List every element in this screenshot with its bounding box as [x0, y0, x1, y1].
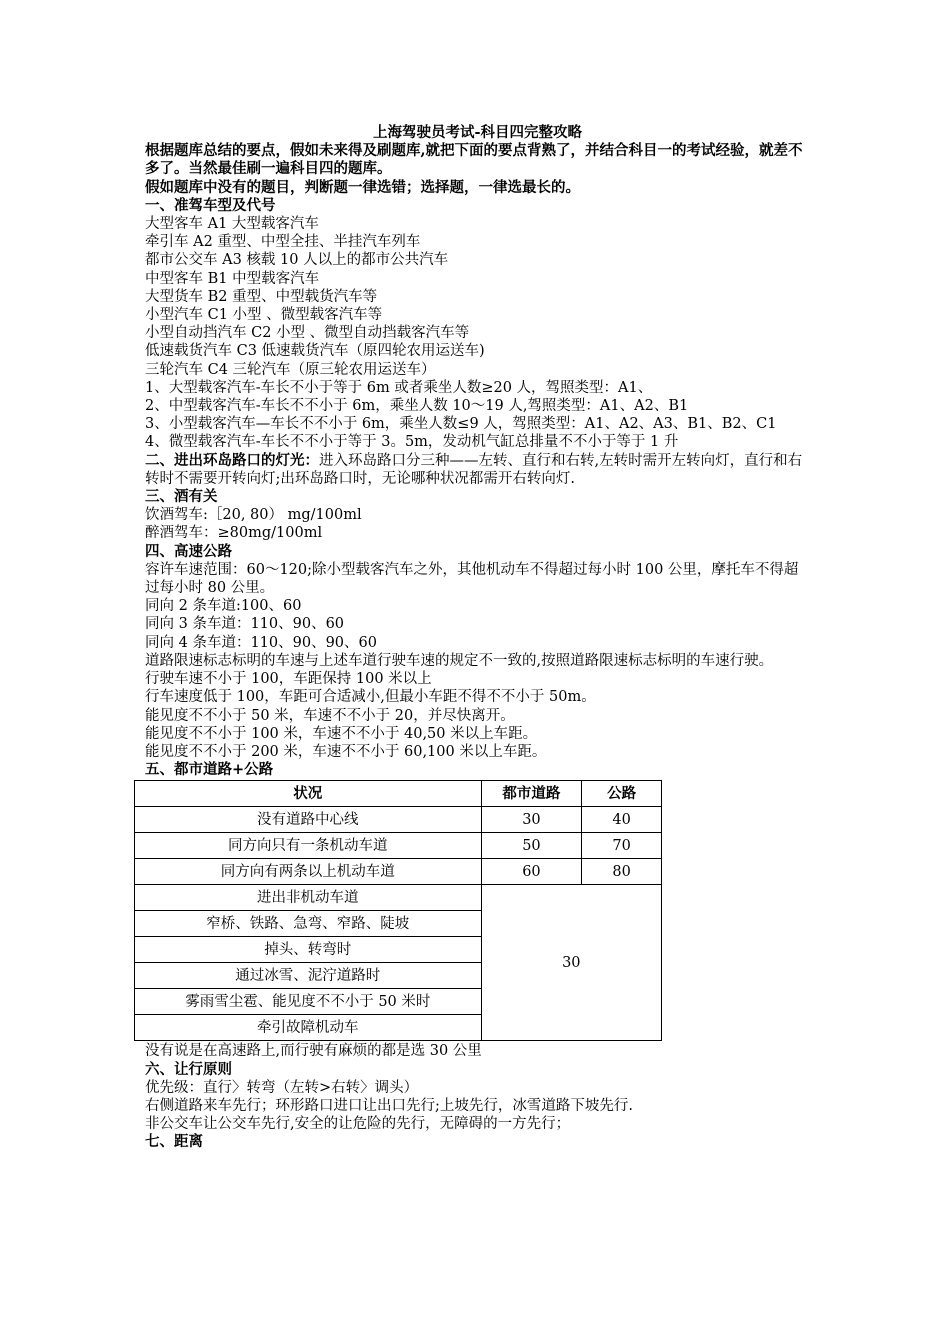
- s1-line: 中型客车 B1 中型载客汽车: [145, 270, 320, 287]
- s4-line: 行驶车速不小于 100，车距保持 100 米以上: [145, 671, 432, 688]
- s1-line: 3、小型载客汽车—车长不不小于 6m，乘坐人数≤9 人，驾照类型：A1、A2、A3、B1、B2、C1: [145, 416, 777, 433]
- table-row: [135, 833, 662, 859]
- s3-line: 醉酒驾车：≥80mg/100ml: [145, 525, 323, 542]
- section-4-heading: 四、高速公路: [145, 542, 232, 560]
- table-cell: 80: [582, 859, 662, 885]
- s4-line: 同向 3 条车道：110、90、60: [145, 616, 345, 633]
- table-cell: 窄桥、铁路、急弯、窄路、陡坡: [135, 911, 482, 937]
- s1-line: 4、微型载客汽车-车长不不小于等于 3。5m，发动机气缸总排量不不小于等于 1 升: [145, 434, 679, 451]
- page-title: 上海驾驶员考试-科目四完整攻略: [372, 124, 583, 141]
- section-3-heading: 三、酒有关: [145, 488, 218, 506]
- s1-line: 低速载货汽车 C3 低速载货汽车（原四轮农用运送车): [145, 343, 485, 360]
- s1-line: 牵引车 A2 重型、中型全挂、半挂汽车列车: [145, 234, 421, 251]
- table-row: [135, 885, 662, 911]
- table-cell: 40: [582, 807, 662, 833]
- table-cell: 通过冰雪、泥泞道路时: [135, 963, 482, 989]
- s1-line: 都市公交车 A3 核载 10 人以上的都市公共汽车: [145, 252, 449, 269]
- s1-line: 2、中型载客汽车-车长不不小于 6m，乘坐人数 10～19 人,驾照类型：A1、A2、B1: [145, 398, 689, 415]
- section-7-heading: 七、距离: [145, 1133, 203, 1151]
- s1-line: 小型汽车 C1 小型 、微型载客汽车等: [145, 307, 383, 324]
- table-cell: 牵引故障机动车: [135, 1015, 482, 1041]
- s3-line: 饮酒驾车:［20, 80） mg/100ml: [145, 507, 362, 524]
- document-page: [145, 124, 810, 1152]
- table-cell: 30: [481, 807, 582, 833]
- table-cell: 进出非机动车道: [135, 885, 482, 911]
- intro-paragraph-2: 假如题库中没有的题目，判断题一律选错；选择题，一律选最长的。: [145, 178, 580, 196]
- s4-line: 容许车速范围：60～120;除小型载客汽车之外，其他机动车不得超过每小时 100 公里，摩托车不得超过每小时 80 公里。: [145, 561, 799, 597]
- s4-line: 能见度不不小于 50 米，车速不不小于 20，并尽快离开。: [145, 707, 515, 724]
- table-cell: 掉头、转弯时: [135, 937, 482, 963]
- table-row: [135, 859, 662, 885]
- s4-line: 能见度不不小于 100 米，车速不不小于 40,50 米以上车距。: [145, 725, 538, 742]
- s6-line: 优先级：直行〉转弯（左转>右转〉调头）: [145, 1079, 419, 1096]
- s4-line: 行车速度低于 100，车距可合适减小,但最小车距不得不不小于 50m。: [145, 689, 596, 706]
- table-header-cell: 公路: [582, 781, 662, 807]
- section-2-heading: 二、进出环岛路口的灯光：: [145, 451, 319, 469]
- section-2-paragraph: [145, 452, 810, 488]
- table-cell: 50: [481, 833, 582, 859]
- s1-line: 小型自动挡汽车 C2 小型 、微型自动挡载客汽车等: [145, 325, 470, 342]
- table-cell: 同方向只有一条机动车道: [135, 833, 482, 859]
- s1-line: 1、大型载客汽车-车长不小于等于 6m 或者乘坐人数≥20 人，驾照类型：A1、: [145, 379, 653, 396]
- table-row: [135, 807, 662, 833]
- s1-line: 大型货车 B2 重型、中型载货汽车等: [145, 288, 378, 305]
- s4-line: 能见度不不小于 200 米，车速不不小于 60,100 米以上车距。: [145, 743, 547, 760]
- merged-speed-cell: 30: [481, 885, 661, 1041]
- section-6-heading: 六、让行原则: [145, 1060, 232, 1078]
- section-1-heading: 一、准驾车型及代号: [145, 196, 276, 214]
- section-5-note: 没有说是在高速路上,而行驶有麻烦的都是选 30 公里: [145, 1043, 482, 1060]
- section-2-text: 进入环岛路口分三种——左转、直行和右转,左转时需开左转向灯，直行和右转时不需要开转向灯;出环岛路口时，无论哪种状况都需开右转向灯.: [145, 452, 803, 487]
- s4-line: 同向 4 条车道：110、90、90、60: [145, 634, 377, 651]
- intro-paragraph-1: 根据题库总结的要点，假如未来得及刷题库,就把下面的要点背熟了，并结合科目一的考试经验，就差不多了。当然最佳刷一遍科目四的题库。: [145, 142, 803, 178]
- s4-line: 同向 2 条车道:100、60: [145, 598, 302, 615]
- section-5-heading: 五、都市道路+公路: [145, 761, 274, 779]
- table-cell: 70: [582, 833, 662, 859]
- table-header-cell: 都市道路: [481, 781, 582, 807]
- s1-line: 大型客车 A1 大型载客汽车: [145, 216, 319, 233]
- table-cell: 雾雨雪尘雹、能见度不不小于 50 米时: [135, 989, 482, 1015]
- s6-line: 非公交车让公交车先行,安全的让危险的先行，无障碍的一方先行；: [145, 1116, 571, 1133]
- s6-line: 右侧道路来车先行；环形路口进口让出口先行;上坡先行，冰雪道路下坡先行.: [145, 1097, 633, 1114]
- s1-line: 三轮汽车 C4 三轮汽车（原三轮农用运送车）: [145, 361, 436, 378]
- table-header-cell: 状况: [135, 781, 482, 807]
- table-cell: 同方向有两条以上机动车道: [135, 859, 482, 885]
- table-header-row: [135, 781, 662, 807]
- table-cell: 没有道路中心线: [135, 807, 482, 833]
- s4-line: 道路限速标志标明的车速与上述车道行驶车速的规定不一致的,按照道路限速标志标明的车速行驶。: [145, 652, 774, 669]
- speed-limit-table: [134, 780, 662, 1041]
- table-cell: 60: [481, 859, 582, 885]
